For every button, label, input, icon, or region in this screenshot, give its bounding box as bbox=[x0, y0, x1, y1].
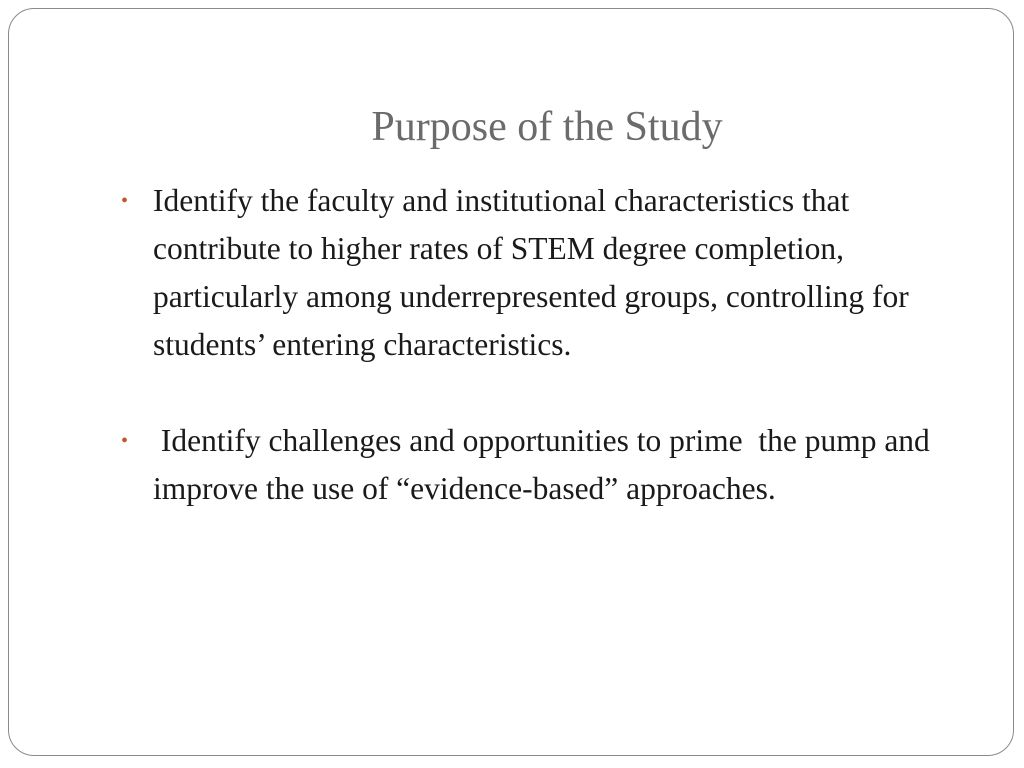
bullet-list bbox=[121, 177, 961, 513]
bullet-item bbox=[121, 177, 961, 369]
slide-frame bbox=[8, 8, 1014, 756]
bullet-item bbox=[121, 417, 961, 513]
slide-title: Purpose of the Study bbox=[371, 104, 723, 150]
bullet-marker: • bbox=[121, 190, 129, 212]
bullet-text: Identify the faculty and institutional characteristics that contribute to higher rates of STEM degree completion, particularly among underrepresented groups, controlling for students’ entering characteristics. bbox=[153, 183, 917, 362]
bullet-marker: • bbox=[121, 430, 129, 452]
bullet-text: Identify challenges and opportunities to prime the pump and improve the use of “evidence-based” approaches. bbox=[153, 423, 938, 506]
